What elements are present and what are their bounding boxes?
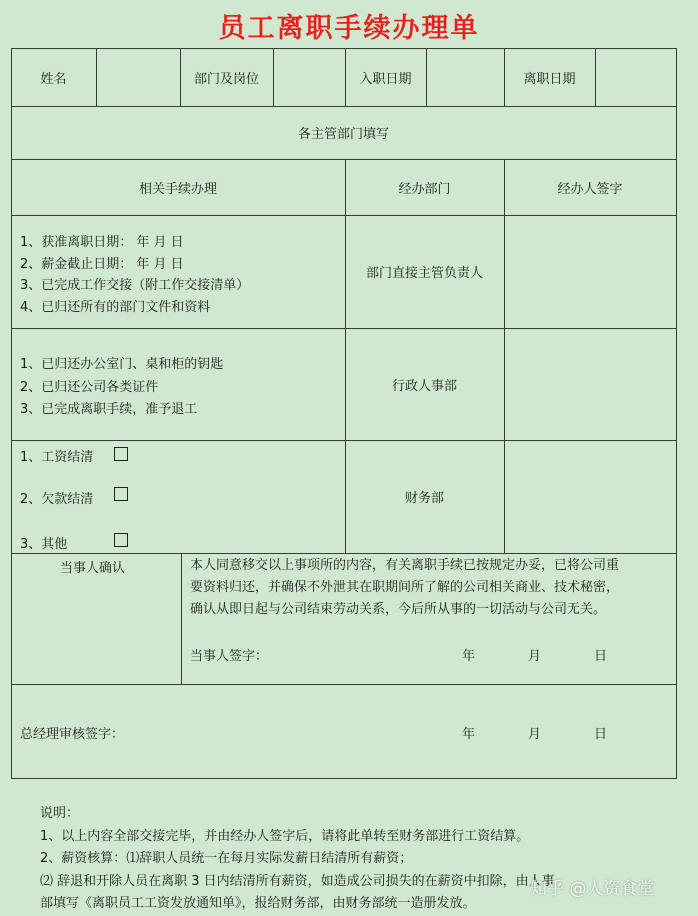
notes-line: ⑵ 辞退和开除人员在离职 3 日内结清所有薪资，如造成公司损失的在薪资中扣除，由人事 — [40, 873, 555, 889]
gm-sign-day: 日 — [594, 727, 608, 742]
gm-signature-field[interactable] — [140, 716, 440, 742]
gm-sign-year: 年 — [462, 727, 476, 742]
name-value-field[interactable] — [96, 48, 180, 106]
list-item: 3、已完成工作交接（附工作交接清单） — [20, 278, 250, 293]
block2-signature-field[interactable] — [504, 328, 676, 440]
block3-dept: 财务部 — [404, 491, 444, 506]
checklist-label-other: 3、其他 — [20, 537, 68, 552]
wages-settled-checkbox[interactable] — [114, 447, 128, 461]
notes-line: 部填写《离职员工工资发放通知单》，报给财务部，由财务部统一造册发放。 — [40, 896, 476, 911]
party-sign-year: 年 — [462, 649, 476, 664]
other-checkbox[interactable] — [114, 533, 128, 547]
gm-sign-month: 月 — [528, 727, 542, 742]
list-item: 1、获准离职日期： 年 月 日 — [20, 235, 184, 250]
party-sign-day: 日 — [594, 649, 608, 664]
list-item: 2、已归还公司各类证件 — [20, 380, 159, 395]
party-sign-month: 月 — [528, 649, 542, 664]
leave-date-field[interactable] — [595, 48, 676, 106]
watermark: 知乎 @人资食堂 — [530, 879, 655, 899]
statement-line: 要资料归还，并确保不外泄其在职期间所了解的公司相关商业、技术秘密， — [190, 580, 620, 595]
join-date-label: 入职日期 — [359, 71, 412, 87]
notes-line: 1、以上内容全部交接完毕，并由经办人签字后，请将此单转至财务部进行工资结算。 — [40, 828, 530, 844]
statement-line: 确认从即日起与公司结束劳动关系，今后所从事的一切活动与公司无关。 — [190, 602, 607, 617]
statement-line: 本人同意移交以上事项所的内容，有关离职手续已按规定办妥，已将公司重 — [190, 558, 620, 573]
dept-position-label: 部门及岗位 — [193, 71, 259, 87]
notes-section — [40, 803, 555, 916]
list-item: 3、已完成离职手续，准予退工 — [20, 402, 198, 417]
block2-dept: 行政人事部 — [391, 378, 457, 394]
dept-header: 经办部门 — [398, 181, 451, 197]
debts-settled-checkbox[interactable] — [114, 487, 128, 501]
signer-header: 经办人签字 — [557, 181, 623, 197]
block1-signature-field[interactable] — [504, 215, 676, 328]
block1-dept: 部门直接主管负责人 — [365, 266, 483, 281]
name-label: 姓名 — [40, 71, 67, 87]
notes-line: 2、薪资核算：⑴辞职人员统一在每月实际发薪日结清所有薪资； — [40, 851, 413, 866]
confirm-statement — [190, 555, 675, 621]
procedure-header: 相关手续办理 — [138, 181, 217, 197]
leave-date-label: 离职日期 — [523, 71, 576, 87]
block3-signature-field[interactable] — [504, 440, 676, 553]
confirm-label: 当事人确认 — [60, 561, 126, 576]
list-item: 4、已归还所有的部门文件和资料 — [20, 300, 211, 315]
form-title: 员工离职手续办理单 — [218, 13, 480, 44]
party-signature-field[interactable] — [280, 640, 440, 664]
dept-position-field[interactable] — [273, 48, 345, 106]
notes-heading: 说明： — [40, 806, 80, 821]
list-item: 1、已归还办公室门、桌和柜的钥匙 — [20, 357, 224, 372]
party-sign-label: 当事人签字： — [190, 649, 269, 664]
list-item: 2、薪金截止日期： 年 月 日 — [20, 257, 184, 272]
checklist-label-wages: 1、工资结清 — [20, 450, 94, 465]
section-title: 各主管部门填写 — [297, 127, 389, 142]
join-date-field[interactable] — [426, 48, 504, 106]
checklist-label-debts: 2、欠款结清 — [20, 492, 94, 507]
gm-sign-label: 总经理审核签字： — [20, 727, 125, 742]
